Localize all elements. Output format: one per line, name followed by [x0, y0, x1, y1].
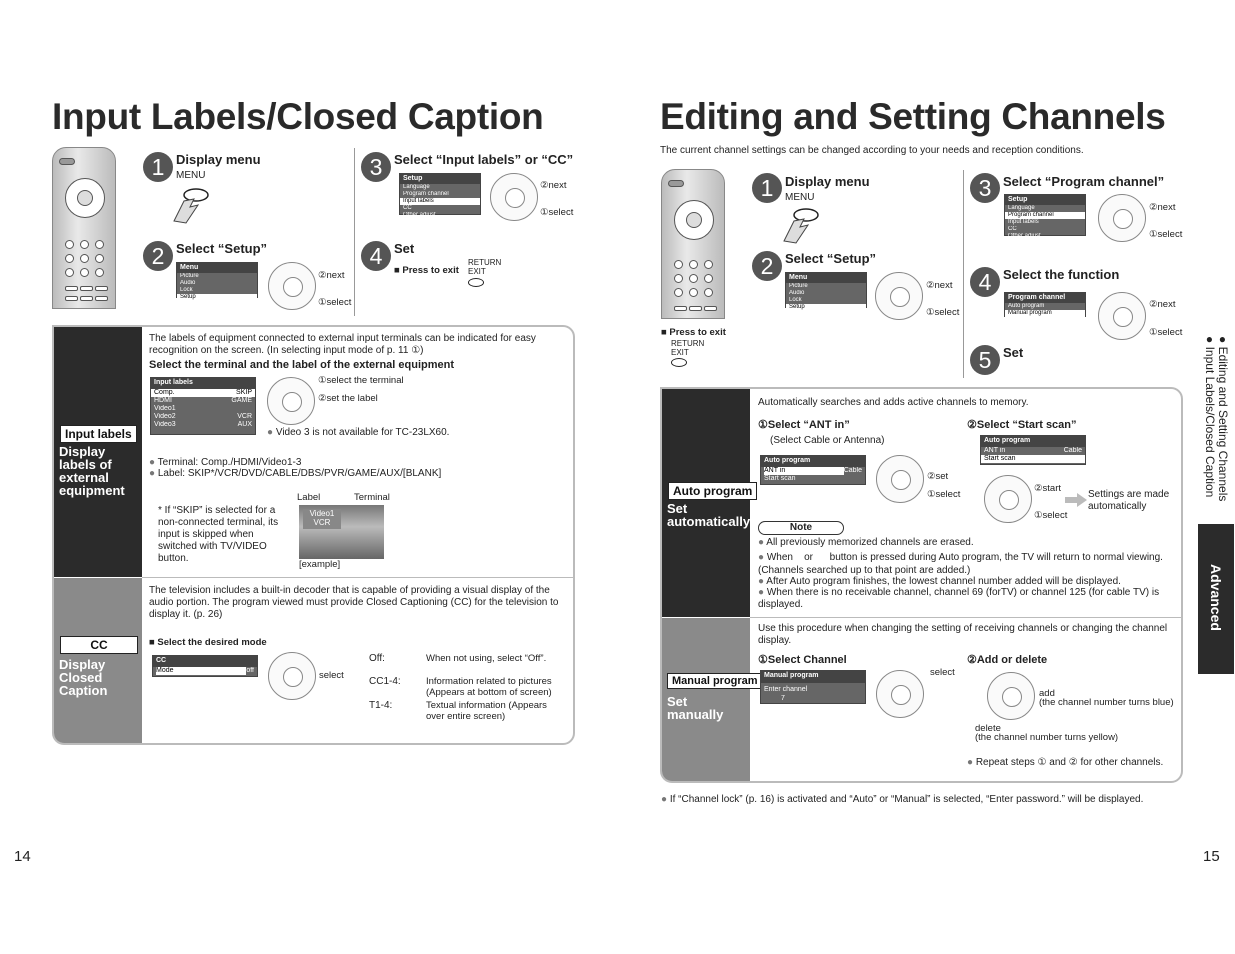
right-intro: The current channel settings can be changed according to your needs and reception conditions. [660, 145, 1084, 156]
auto-step-1-sub: (Select Cable or Antenna) [770, 435, 885, 446]
next-label: ②next [1149, 299, 1176, 310]
next-label: ②next [1149, 202, 1176, 213]
cc-opt-desc: Textual information (Appears over entire screen) [426, 700, 547, 722]
menu-osd: Menu Picture Audio Lock Setup [785, 272, 867, 308]
input-labels-osd: Input labels Comp. SKIP HDMI GAME Video1 Video2 VCR Video3 AUX [150, 377, 256, 435]
right-info-panel [660, 387, 1183, 783]
select-label: ①select [318, 297, 352, 308]
step-2-title: Select “Setup” [176, 241, 268, 256]
manual-program-tag: Manual program [667, 673, 763, 689]
repeat-note: ● Repeat steps ① and ② for other channels. [967, 757, 1163, 769]
input-labels-side [54, 327, 142, 577]
terminal-list: ● Terminal: Comp./HDMI/Video1-3 [149, 457, 301, 469]
cc-opt-desc: Information related to pictures (Appears at bottom of screen) [426, 676, 552, 698]
skip-note: * If “SKIP” is selected for a non-connected terminal, its input is skipped when switched with TV/VIDEO button. [158, 505, 279, 564]
cc-opt-key: CC1-4: [369, 676, 401, 687]
step-1-number: 1 [752, 173, 782, 203]
auto-program-side [662, 389, 753, 617]
left-info-panel [52, 325, 575, 745]
nav-wheel-icon [984, 475, 1032, 523]
delete-label: delete [975, 723, 1001, 734]
setup-osd: Setup Language Program channel Input labels CC Other adjust [399, 173, 481, 215]
input-labels-side-text: Display labels of external equipment [59, 444, 125, 498]
auto-program-tag: Auto program [668, 482, 757, 500]
delete-sub-label: (the channel number turns yellow) [975, 732, 1119, 743]
step-3-title: Select “Program channel” [1003, 174, 1165, 189]
select-label: ①select [1034, 510, 1068, 521]
nav-wheel-icon [875, 272, 923, 320]
set-label: ②set [927, 471, 949, 482]
note-badge: Note [758, 521, 844, 535]
next-label: ②next [318, 270, 345, 281]
cc-side [54, 578, 142, 745]
remote-control-image [52, 147, 116, 309]
manual-step-1: ①Select Channel [758, 654, 847, 666]
manual-program-side [662, 618, 758, 783]
step-3-title: Select “Input labels” or “CC” [394, 152, 574, 167]
cc-intro: The television includes a built-in decoder that is capable of providing a visual display of the audio portion. The program viewed must provide Closed Captioning (CC) for the television to display it. (p. 26) [149, 585, 559, 620]
step-3-number: 3 [970, 173, 1000, 203]
arrow-right-icon [1065, 493, 1087, 507]
example-caption: [example] [299, 559, 341, 570]
example-picture: Video1 VCR [299, 505, 384, 559]
remote-control-image [661, 169, 725, 319]
cc-select-label: select [319, 670, 344, 681]
terminal-callout: Terminal [354, 492, 390, 503]
cc-opt-desc: When not using, select “Off”. [426, 653, 547, 664]
step-5-number: 5 [970, 345, 1000, 375]
auto-program-osd: Auto program ANT in Cable Start scan [760, 455, 866, 485]
input-labels-intro: The labels of equipment connected to external input terminals can be indicated for easy recognition on the screen. (In selecting input mode of p. 11 ①) [149, 333, 536, 356]
press-exit-label: ■ Press to exit [394, 265, 459, 276]
video3-note: ● Video 3 is not available for TC-23LX60. [267, 427, 449, 439]
settings-made-label: Settings are made automatically [1088, 489, 1170, 512]
hand-press-icon [780, 205, 820, 245]
nav-wheel-icon [490, 173, 538, 221]
nav-wheel-icon [267, 377, 315, 425]
select-label: ①select [926, 307, 960, 318]
nav-wheel-icon [876, 670, 924, 718]
step-4-title: Select the function [1003, 267, 1120, 282]
cc-tag: CC [60, 636, 138, 654]
add-sub-label: (the channel number turns blue) [1039, 697, 1174, 708]
select-label: select [930, 667, 955, 678]
page-title-right: Editing and Setting Channels [660, 96, 1166, 137]
step-1-number: 1 [143, 152, 173, 182]
next-label: ②next [540, 180, 567, 191]
auto-step-2: ②Select “Start scan” [967, 419, 1077, 431]
cc-osd: CC Mode off [152, 655, 258, 677]
return-exit-label: RETURN EXIT [671, 339, 705, 357]
input-labels-subhead: Select the terminal and the label of the external equipment [149, 359, 455, 371]
auto-program-osd-scan: Auto program ANT in Cable Start scan [980, 435, 1086, 465]
select-label: ①select [927, 489, 961, 500]
manual-program-osd: Manual program Enter channel 7 [760, 670, 866, 704]
step-2-number: 2 [752, 251, 782, 281]
select-terminal-label: ①select the terminal [318, 375, 404, 386]
divider [354, 148, 355, 316]
auto-program-side-text: Set automatically [667, 501, 751, 529]
divider [963, 170, 964, 378]
step-4-number: 4 [361, 241, 391, 271]
exit-button-icon [468, 278, 484, 287]
return-exit-label: RETURN EXIT [468, 258, 502, 276]
auto-step-1: ①Select “ANT in” [758, 419, 850, 431]
select-label: ①select [1149, 229, 1183, 240]
nav-wheel-icon [268, 652, 316, 700]
step-1-title: Display menu [785, 174, 870, 189]
step-2-title: Select “Setup” [785, 251, 877, 266]
manual-intro: Use this procedure when changing the setting of receiving channels or changing the channel display. [758, 623, 1168, 646]
auto-intro: Automatically searches and adds active channels to memory. [758, 397, 1029, 408]
program-channel-osd: Program channel Auto program Manual program [1004, 292, 1086, 317]
page-number-left: 14 [14, 848, 31, 865]
hand-press-icon [170, 185, 210, 225]
cc-opt-key: T1-4: [369, 700, 393, 711]
nav-wheel-icon [987, 672, 1035, 720]
side-section-tab: ● Editing and Setting Channels ● Input Labels/Closed Caption [1203, 336, 1230, 502]
cc-subhead: ■ Select the desired mode [149, 637, 267, 648]
setup-osd: Setup Language Program channel Input labels CC Other adjust [1004, 194, 1086, 236]
page-title-left: Input Labels/Closed Caption [52, 96, 544, 137]
set-label-label: ②set the label [318, 393, 378, 404]
step-5-title: Set [1003, 345, 1024, 360]
select-label: ①select [1149, 327, 1183, 338]
step-1-title: Display menu [176, 152, 261, 167]
auto-note: ● When or button is pressed during Auto program, the TV will return to normal viewing. (Channels searched up to that point are added.) [758, 551, 1178, 577]
exit-button-icon [671, 358, 687, 367]
page-number-right: 15 [1203, 848, 1220, 865]
cc-side-text: Display Closed Caption [59, 657, 108, 698]
nav-wheel-icon [876, 455, 924, 503]
auto-note: ● When there is no receivable channel, channel 69 (forTV) or channel 125 (for cable TV) is displayed. [758, 587, 1178, 611]
nav-wheel-icon [1098, 194, 1146, 242]
channel-lock-note: ● If “Channel lock” (p. 16) is activated and “Auto” or “Manual” is selected, “Enter password.” will be displayed. [661, 794, 1143, 806]
menu-key-label: MENU [785, 192, 815, 203]
step-4-title: Set [394, 241, 415, 256]
step-4-number: 4 [970, 267, 1000, 297]
step-2-number: 2 [143, 241, 173, 271]
next-label: ②next [926, 280, 953, 291]
select-label: ①select [540, 207, 574, 218]
input-labels-tag: Input labels [60, 425, 137, 443]
manual-step-2: ②Add or delete [967, 654, 1048, 666]
add-label: add [1039, 688, 1055, 699]
auto-note: ● After Auto program finishes, the lowest channel number added will be displayed. [758, 576, 1178, 588]
auto-note: ● All previously memorized channels are erased. [758, 537, 1178, 549]
start-label: ②start [1034, 483, 1061, 494]
menu-osd: Menu Picture Audio Lock Setup [176, 262, 258, 298]
advanced-tab: Advanced [1198, 524, 1234, 674]
nav-wheel-icon [1098, 292, 1146, 340]
nav-wheel-icon [268, 262, 316, 310]
step-3-number: 3 [361, 152, 391, 182]
label-list: ● Label: SKIP*/VCR/DVD/CABLE/DBS/PVR/GAME/AUX/[BLANK] [149, 468, 441, 480]
cc-opt-key: Off: [369, 653, 385, 664]
label-callout: Label [297, 492, 321, 503]
manual-program-side-text: Set manually [667, 694, 724, 722]
press-exit-label: ■ Press to exit [661, 327, 726, 338]
menu-key-label: MENU [176, 170, 206, 181]
